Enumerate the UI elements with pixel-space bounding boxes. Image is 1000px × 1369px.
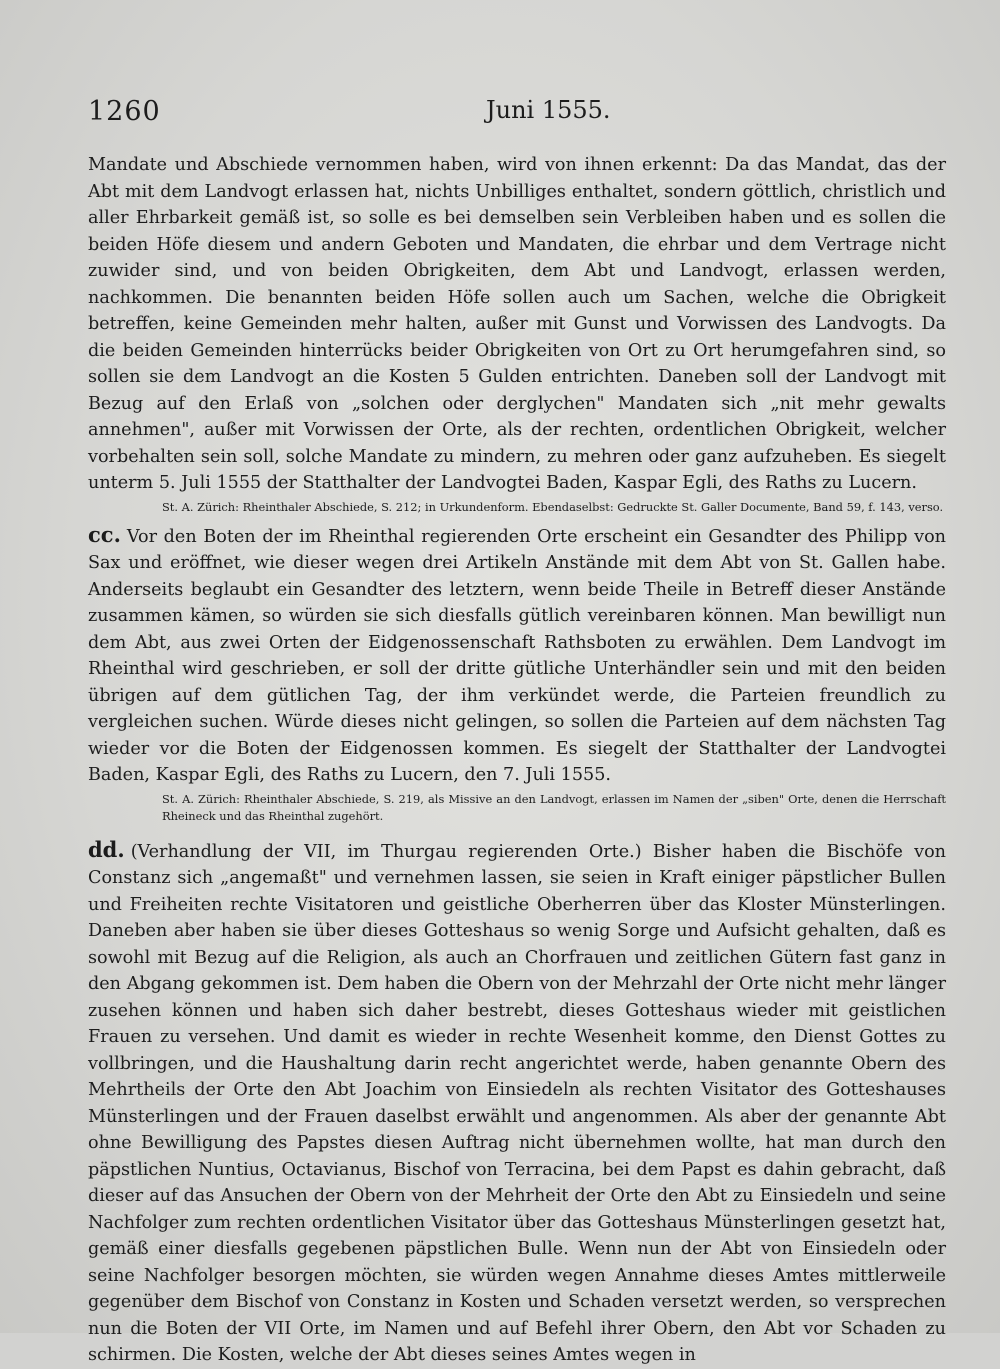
section-dd xyxy=(88,837,946,1369)
body-text xyxy=(88,152,946,1369)
source-citation: St. A. Zürich: Rheinthaler Abschiede, S. 219, als Missive an den Landvogt, erlassen im Namen der „siben" Orte, denen die Herrschaft Rheineck und das Rheinthal zugehört. xyxy=(162,791,946,823)
paragraph-continued: Mandate und Abschiede vernommen haben, wird von ihnen erkennt: Da das Mandat, das der Abt mit dem Landvogt erlassen hat, nichts Unbilliges enthaltet, sondern göttlich, christlich und aller Ehrbarkeit gemäß ist, so solle es bei demselben sein Verbleiben haben und es sollen die beiden Höfe diesem und andern Geboten und Mandaten, die ehrbar und dem Vertrage nicht zuwider sind, und von beiden Obrigkeiten, dem Abt und Landvogt, erlassen werden, nachkommen. Die benannten beiden Höfe sollen auch um Sachen, welche die Obrigkeit betreffen, keine Gemeinden mehr halten, außer mit Gunst und Vorwissen des Landvogts. Da die beiden Gemeinden hinterrücks beider Obrigkeiten von Ort zu Ort herumgefahren sind, so sollen sie dem Landvogt an die Kosten 5 Gulden entrichten. Daneben soll der Landvogt mit Bezug auf den Erlaß von „solchen oder derglychen" Mandaten sich „nit mehr gewalts annehmen", außer mit Vorwissen der Orte, als der rechten, ordentlichen Obrigkeit, welcher vorbehalten sein soll, solche Mandate zu mindern, zu mehren oder ganz aufzuheben. Es siegelt unterm 5. Juli 1555 der Statthalter der Landvogtei Baden, Kaspar Egli, des Raths zu Lucern. xyxy=(88,155,946,493)
page-date-header: Juni 1555. xyxy=(486,96,611,124)
section-cc-text: Vor den Boten der im Rheinthal regierenden Orte erscheint ein Gesandter des Philipp von Sax und eröffnet, wie dieser wegen drei Artikeln Anstände mit dem Abt von St. Gallen habe. Anderseits beglaubt ein Gesandter des letztern, wenn beide Theile in Betreff dieser Anstände zusammen kämen, so würden sie sich diesfalls gütlich vereinbaren können. Man bewilligt nun dem Abt, aus zwei Orten der Eidgenossenschaft Rathsboten zu erwählen. Dem Landvogt im Rheinthal wird geschrieben, er soll der dritte gütliche Unterhändler sein und mit den beiden übrigen auf dem gütlichen Tag, der ihm verkündet werde, die Parteien freundlich zu vergleichen suchen. Würde dieses nicht gelingen, so sollen die Parteien auf dem nächsten Tag wieder vor die Boten der Eidgenossen kommen. Es siegelt der Statthalter der Landvogtei Baden, Kaspar Egli, des Raths zu Lucern, den 7. Juli 1555. xyxy=(88,526,946,785)
section-label-dd: dd. xyxy=(88,836,125,862)
section-cc xyxy=(88,522,946,789)
source-citation: St. A. Zürich: Rheinthaler Abschiede, S. 212; in Urkundenform. Ebendaselbst: Gedruckte St. Galler Documente, Band 59, f. 143, verso. xyxy=(162,499,944,514)
running-head xyxy=(88,96,940,136)
section-dd-text: (Verhandlung der VII, im Thurgau regierenden Orte.) Bisher haben die Bischöfe von Constanz sich „angemaßt" und vernehmen lassen, sie seien in Kraft einiger päpstlicher Bullen und Freiheiten rechte Visitatoren und geistliche Oberherren über das Kloster Münsterlingen. Daneben aber haben sie über dieses Gotteshaus so wenig Sorge und Aufsicht gehalten, daß es sowohl mit Bezug auf die Religion, als auch an Chorfrauen und zeitlichen Gütern fast ganz in den Abgang gekommen ist. Dem haben die Obern von der Mehrzahl der Orte nicht mehr länger zusehen können und haben sich daher bestrebt, dieses Gotteshaus wieder mit geistlichen Frauen zu versehen. Und damit es wieder in rechte Wesenheit komme, den Dienst Gottes zu vollbringen, und die Haushaltung darin recht angerichtet werde, haben genannte Obern des Mehrtheils der Orte den Abt Joachim von Einsiedeln als rechten Visitator des Gotteshauses Münsterlingen und der Frauen daselbst erwählt und angenommen. Als aber der genannte Abt ohne Bewilligung des Papstes diesen Auftrag nicht übernehmen wollte, hat man durch den päpstlichen Nuntius, Octavianus, Bischof von Terracina, bei dem Papst es dahin gebracht, daß dieser auf das Ansuchen der Obern von der Mehrheit der Orte den Abt zu Einsiedeln und seine Nachfolger zum rechten ordentlichen Visitator über das Gotteshaus Münsterlingen gesetzt hat, gemäß einer diesfalls gegebenen päpstlichen Bulle. Wenn nun der Abt von Einsiedeln oder seine Nachfolger besorgen möchten, sie würden wegen Annahme dieses Amtes mittlerweile gegenüber dem Bischof von Constanz in Kosten und Schaden versetzt werden, so versprechen nun die Boten der VII Orte, im Namen und auf Befehl ihrer Obern, den Abt vor Schaden zu schirmen. Die Kosten, welche der Abt dieses seines Amtes wegen in xyxy=(88,841,946,1365)
section-label-cc: cc. xyxy=(88,521,121,547)
page-number: 1260 xyxy=(88,96,161,127)
